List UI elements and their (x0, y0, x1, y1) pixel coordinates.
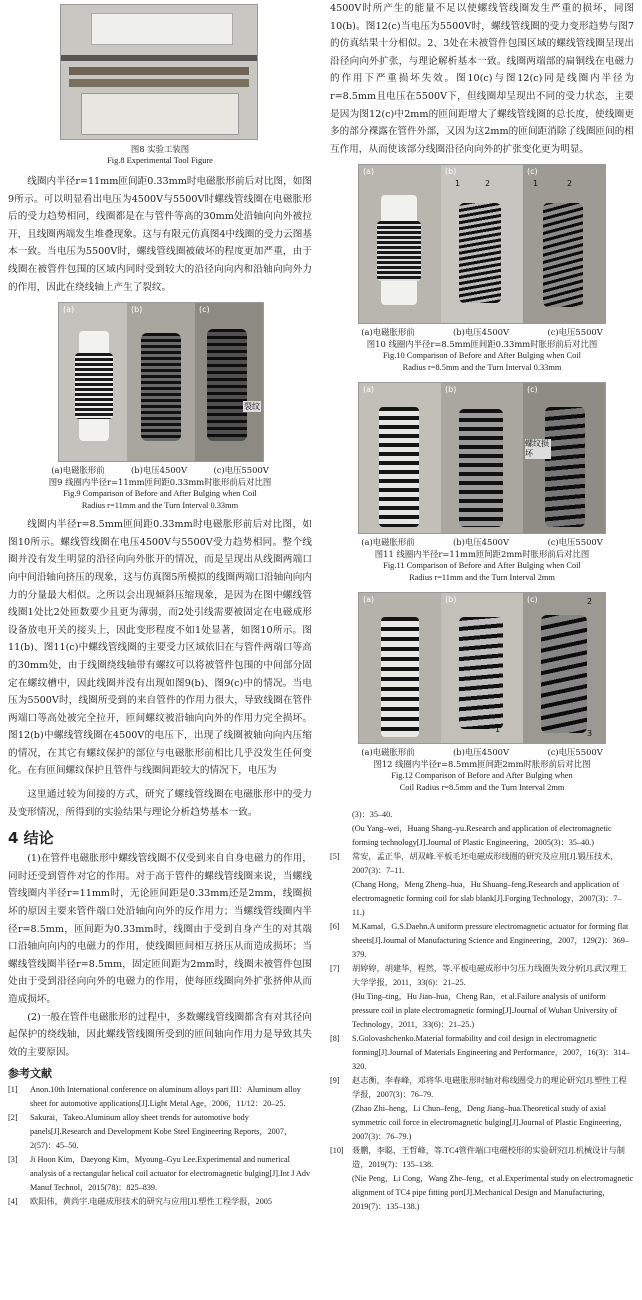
reference-item: (3)：35–40. (352, 810, 393, 820)
reference-item: [1] Anon.10th International conference on aluminum alloys part III：Aluminum alloy sheet for automotive applications[J].Light Metal Age，2006，11/12：20–25. (8, 1085, 301, 1109)
panel-label: (a) (363, 167, 375, 177)
fig10-panel-c (523, 165, 605, 323)
reference-item: [10] 聂鹏，李聪，王哲峰，等.TC4管件端口电磁校形的实验研究[J].机械设计与制造，2019(7)：135–138. (330, 1146, 625, 1170)
fig9-panel-b (127, 303, 196, 461)
reference-item: (Zhao Zhi–heng，Li Chun–feng，Deng Jiang–hua.Theoretical study of axial symmetric coil force in electromagnetic bulging[J].Journal of Plastic Engineering，2007(3)：76–79.) (352, 1104, 628, 1142)
reference-item: [3] Ji Hoon Kim，Daeyong Kim，Myoung–Gyu Lee.Experimental and numerical analysis of a rectangular helical coil actuator for electromagnetic bulging[J].Int J Adv Manuf Technol，2015(78)：825–839. (8, 1155, 311, 1193)
fig12-panel-c (523, 593, 605, 743)
reference-item: [5] 常安，孟正华，胡双峰.平板毛坯电磁成形线圈的研究及应用[J].锻压技术，2007(3)：7–11. (330, 852, 619, 876)
subcaption: (b)电压4500V (131, 465, 188, 476)
panel-label: (a) (363, 385, 375, 395)
fig11-subcaptions (330, 536, 634, 548)
panel-label: (b) (131, 305, 143, 315)
marker-label: 3 (587, 729, 593, 739)
fig8-caption-en: Fig.8 Experimental Tool Figure (107, 156, 213, 165)
marker-label: 2 (485, 179, 491, 189)
fig12-caption-en: Fig.12 Comparison of Before and After Bulging when (391, 771, 573, 781)
panel-label: (b) (445, 385, 457, 395)
reference-item: (Nie Peng，Li Cong，Wang Zhe–feng，et al.Experimental study on electromagnetic alignment of TC4 pipe fitting port[J].Mechanical Design and Manufacturing，2019(7)：135–138.) (352, 1174, 634, 1212)
fig11-panel-b (441, 383, 524, 533)
panel-label: (b) (445, 167, 457, 177)
subcaption: (a)电磁胀形前 (361, 747, 415, 758)
fig12-photo (358, 592, 606, 744)
references-list-right (330, 808, 634, 1214)
fig11-panel-a (359, 383, 442, 533)
fig8-photo (60, 4, 258, 140)
reference-item: [8] S.Golovashchenko.Material formability and coil design in electromagnetic forming[J].Journal of Materials Engineering and Performance，2007，16(3)：314–320. (330, 1034, 630, 1072)
fig11-photo (358, 382, 606, 534)
reference-item: [6] M.Kamal，G.S.Daehn.A uniform pressure electromagnetic actuator for forming flat sheets[J].Journal of Manufacturing Science and Engineering，2007，129(2)：369–379. (330, 922, 629, 960)
reference-item: [2] Sakurai，Takeo.Aluminum alloy sheet trends for automotive body panels[J].Research and Development Kobe Steel Engineering Reports，2007，2(57)：45–50. (8, 1113, 293, 1151)
fig10-panel-b (441, 165, 524, 323)
fig9-caption-en: Radius r=11mm and the Turn Interval 0.33mm (81, 501, 239, 511)
fig12-subcaptions (330, 746, 634, 758)
fig11-caption-en: Radius r=11mm and the Turn Interval 2mm (409, 573, 555, 583)
reference-item: [9] 赵志衡，李春峰，邓将华.电磁胀形时轴对称线圈受力的理论研究[J].塑性工程学报，2007(3)：76–79. (330, 1076, 627, 1100)
body-paragraph: 线圈内半径r=11mm匝间距0.33mm时电磁胀形前后对比图，如图9所示。可以明显看出电压为4500V与5500V时螺线管线圈在电磁胀形后的受力趋势相同，线圈都是在与管件等高的30mm处沿轴向向外被拉开，且线圈两端发生堆叠现象。这与有限元仿真图4中线圈的受力云图基本一致。当电压为5500V时，螺线管线圈被破坏的程度更加严重，由于线圈在被管件包围的区域内同时受到较大的沿径向向内和沿轴向向外力的作用，因此在绕线轴上产生了裂纹。 (8, 176, 312, 293)
damage-label: 螺纹损坏 (525, 439, 549, 459)
subcaption: (a)电磁胀形前 (51, 465, 105, 476)
fig10-caption-cn: 图10 线圈内半径r=8.5mm匝间距0.33mm时胀形前后对比图 (366, 339, 598, 350)
panel-label: (c) (527, 167, 538, 177)
fig11-panel-c (523, 383, 605, 533)
section-title: 4 结论 (8, 829, 54, 848)
panel-label: (a) (363, 595, 375, 605)
subcaption: (c)电压5500V (547, 747, 603, 758)
fig10-panel-a (359, 165, 442, 323)
panel-label: (c) (199, 305, 210, 315)
references-list-left (8, 1083, 312, 1209)
left-column (8, 0, 312, 1209)
panel-label: (a) (63, 305, 75, 315)
reference-item: (Ou Yang–wei，Huang Shang–yu.Research and application of electromagnetic forming technology[J].Journal of Plastic Engineering，2005(3)：35–40.) (352, 824, 612, 848)
subcaption: (c)电压5500V (547, 537, 603, 548)
panel-label: (b) (445, 595, 457, 605)
subcaption: (a)电磁胀形前 (361, 327, 415, 338)
reference-item: (Chang Hong，Meng Zheng–hua，Hu Shuang–feng.Research and application of electromagnetic forming coil for slab blank[J].Forging Technology，2007(3)：7–11.) (352, 880, 622, 918)
body-paragraph: (2)一般在管件电磁胀形的过程中，多数螺线管线圈都含有对其径向起保护的绕线轴，因此螺线管线圈所受到的匝间轴向作用力是导致其失效的主要原因。 (8, 1011, 312, 1058)
marker-label: 1 (495, 725, 501, 735)
subcaption: (a)电磁胀形前 (361, 537, 415, 548)
body-paragraph: (1)在管件电磁胀形中螺线管线圈不仅受到来自自身电磁力的作用，同时还受到管件对它的作用。对于高于管件的螺线管线圈来说，当螺线管线圈内半径r=11mm时，无论匝间距是0.33mm还是2mm，线圈损坏的原因主要来管件端口处沿轴向向外的反作用力；当螺线管线圈内半径r=8.5mm，匝间距为0.33mm时，线圈由于受到自身产生的对其端口沿轴向向内的电磁力的作用，使线圈匝间相互挤压从而造成损坏；当螺线管线圈半径r=8.5mm，固定匝间距为2mm时，线圈未被管件包围处由于受到沿径向向外的电磁力的作用，使每匝线圈向外扩张挤伸从而造成损坏。 (8, 853, 312, 1005)
body-paragraph: 这里通过较为间接的方式，研究了螺线管线圈在电磁胀形中的受力及变形情况，所得到的实验结果与理论分析趋势基本一致。 (8, 789, 312, 818)
reference-item: [4] 欧阳伟，黄尚宇.电磁成形技术的研究与应用[J].塑性工程学报，2005 (8, 1197, 272, 1207)
fig10-caption-en: Fig.10 Comparison of Before and After Bulging when Coil (383, 351, 581, 361)
right-column (330, 0, 634, 1214)
subcaption: (b)电压4500V (453, 537, 510, 548)
reference-item: (Hu Ting–ting，Hu Jian–hua，Cheng Ran，et al.Failure analysis of uniform pressure coil in plate electromagnetic forming[J].Journal of Wuhan University of Technology，2011，33(6)：21–25.) (352, 992, 618, 1030)
fig9-panel-c (195, 303, 263, 461)
fig11-caption-en: Fig.11 Comparison of Before and After Bulging when Coil (383, 561, 581, 571)
fig9-subcaptions (8, 464, 312, 476)
subcaption: (c)电压5500V (547, 327, 603, 338)
subcaption: (b)电压4500V (453, 327, 510, 338)
fig9-caption-cn: 图9 线圈内半径r=11mm匝间距0.33mm时胀形前后对比图 (48, 477, 272, 488)
fig10-photo (358, 164, 606, 324)
subcaption: (c)电压5500V (213, 465, 269, 476)
fig9-caption-en: Fig.9 Comparison of Before and After Bulging when Coil (63, 489, 257, 499)
body-paragraph: 线圈内半径r=8.5mm匝间距0.33mm时电磁胀形前后对比图，如图10所示。螺线管线圈在电压4500V与5500V受力趋势相同。整个线圈并没有发生明显的沿径向向外胀开的情况，而是呈现出从线圈两端口向中间沿轴向挤压的现象，这与仿真图5所模拟的线圈两端口沿轴向向内力的分量最大相似。之所以会出现倾斜压缩现象，是因为在图中螺线管线圈1处比2处匝数要少且更为薄弱，而2处引线需要被固定在电磁成形设备放电开关的接头上，因此变形程度不如1处显著，如图10所示。图11(b)、图11(c)中螺线管线圈的主要受力区域依旧在与管件两端口等高的30mm处，由于线圈绕线轴带有螺纹可以将被管件包围的中间部分固定在螺纹槽中，因此线圈并没有出现如图9(b)、图9(c)中的情况。当电压为5500V时，线圈所受到的来自管件的作用力很大，导致线圈在管件两端口等高处被完全拉开，匝间螺纹被沿轴向向外的作用力完全损坏。图12(b)中螺线管线圈在4500V的电压下，出现了线圈被轴向向内压缩的情况，在其它有螺纹保护的部位与电磁胀形前相比几乎没发生任何变化。在有匝间螺纹保护且管件与线圈间距较大的情况下，电压为 (8, 519, 312, 777)
fig10-subcaptions (330, 326, 634, 338)
body-paragraph: 4500V时所产生的能量不足以使螺线管线圈发生严重的损坏，同图10(b)。图12(c)当电压为5500V时，螺线管线圈的受力变形趋势与图7的仿真结果十分相似。2、3处在未被管件包围区域的螺线管线圈呈现出沿径向向外扩张，与理论解析基本一致。线圈两端部的扁铜线在电磁力的作用下严重损坏失效。图10(c)与图12(c)同是线圈内半径为r=8.5mm且电压在5500V下，但线圈却呈现出不同的受力状态，主要是因为图12(c)中2mm的匝间距增大了螺线管线圈的总长度，使线圈更多的部分裸露在管件外部，又因为这2mm的匝间距消除了线圈匝间的相互作用，从而使该部分线圈沿径向向外的扩张变化更为明显。 (330, 3, 634, 155)
fig12-panel-a (359, 593, 442, 743)
fig10-caption-en: Radius r=8.5mm and the Turn Interval 0.33mm (402, 363, 562, 373)
subcaption: (b)电压4500V (453, 747, 510, 758)
marker-label: 2 (587, 597, 593, 607)
marker-label: 1 (533, 179, 539, 189)
marker-label: 2 (567, 179, 573, 189)
crack-label: 裂纹 (244, 402, 260, 412)
panel-label: (c) (527, 595, 538, 605)
fig12-panel-b (441, 593, 524, 743)
reference-item: [7] 胡婷婷，胡建华，程然，等.平板电磁成形中匀压力线圈失效分析[J].武汉理工大学学报，2011，33(6)：21–25. (330, 964, 627, 988)
fig8-caption-cn: 图8 实验工装图 (130, 144, 190, 154)
marker-label: 1 (455, 179, 461, 189)
references-title: 参考文献 (8, 1067, 52, 1081)
fig11-caption-cn: 图11 线圈内半径r=11mm匝间距2mm时胀形前后对比图 (374, 549, 590, 560)
fig9-panel-a (59, 303, 128, 461)
fig9-photo (58, 302, 264, 462)
panel-label: (c) (527, 385, 538, 395)
fig12-caption-en: Coil Radius r=8.5mm and the Turn Interval 2mm (399, 783, 565, 793)
fig12-caption-cn: 图12 线圈内半径r=8.5mm匝间距2mm时胀形前后对比图 (373, 759, 591, 770)
